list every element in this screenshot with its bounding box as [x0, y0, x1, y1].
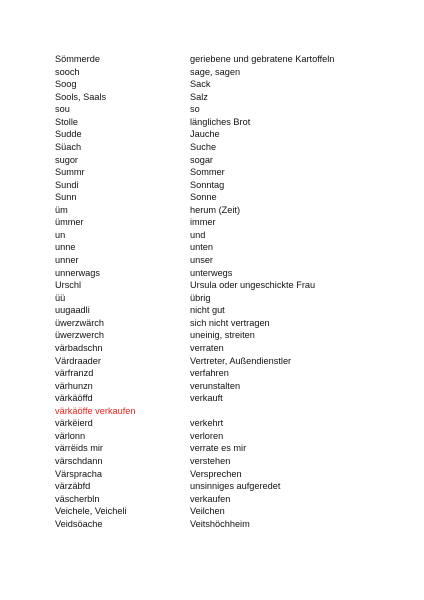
dialect-term: üm [55, 204, 68, 215]
standard-german-meaning: so [190, 104, 200, 115]
dialect-term: un [55, 229, 66, 240]
glossary-row [55, 392, 375, 405]
glossary-row [55, 154, 375, 167]
dialect-term: väscherbln [55, 493, 100, 504]
glossary-row [55, 480, 375, 493]
dialect-term: värkäöffd [55, 393, 93, 404]
glossary-row [55, 493, 375, 506]
dialect-term: Süach [55, 141, 82, 152]
standard-german-meaning: Sonntag [190, 179, 225, 190]
dialect-term: Sömmerde [55, 54, 100, 64]
dialect-term: Sunn [55, 192, 77, 203]
glossary-row [55, 355, 375, 368]
glossary-row [55, 91, 375, 104]
glossary-row [55, 128, 375, 141]
dialect-term: ümmer [55, 217, 84, 228]
standard-german-meaning: sogar [190, 154, 213, 165]
standard-german-meaning: geriebene und gebratene Kartoffeln [190, 54, 335, 64]
glossary-list [55, 53, 375, 530]
standard-german-meaning: Veilchen [190, 506, 225, 517]
dialect-term: värrëids mir [55, 443, 103, 454]
dialect-term: Soog [55, 79, 77, 90]
standard-german-meaning: Versprechen [190, 468, 242, 479]
dialect-term: värbadschn [55, 342, 103, 353]
standard-german-meaning: verkauft [190, 393, 223, 404]
standard-german-meaning: unser [190, 255, 213, 265]
standard-german-meaning: verkehrt [190, 418, 224, 429]
standard-german-meaning: Jauche [190, 129, 220, 140]
glossary-row [55, 216, 375, 229]
glossary-row [55, 405, 375, 418]
dialect-term: üwerzwerch [55, 330, 105, 341]
glossary-row [55, 279, 375, 292]
standard-german-meaning: verloren [190, 430, 224, 441]
standard-german-meaning: sich nicht vertragen [190, 317, 270, 328]
dialect-term: värkëierd [55, 418, 93, 429]
glossary-row [55, 179, 375, 192]
glossary-row [55, 141, 375, 154]
standard-german-meaning: verrate es mir [190, 443, 247, 454]
glossary-row [55, 430, 375, 443]
glossary-row [55, 78, 375, 91]
standard-german-meaning: unten [190, 242, 213, 253]
dialect-term: Veidsöache [55, 518, 103, 529]
glossary-row [55, 468, 375, 481]
standard-german-meaning: verkaufen [190, 493, 231, 504]
standard-german-meaning: Veitshöchheim [190, 518, 250, 529]
dialect-term: värschdann [55, 456, 103, 466]
dialect-term: Veichele, Veicheli [55, 506, 127, 517]
glossary-row [55, 329, 375, 342]
dialect-term: Värspracha [55, 468, 102, 479]
standard-german-meaning: Vertreter, Außendienstler [190, 355, 292, 366]
standard-german-meaning: Sommer [190, 167, 225, 178]
glossary-row [55, 103, 375, 116]
glossary-row [55, 417, 375, 430]
standard-german-meaning: verstehen [190, 456, 231, 466]
glossary-row [55, 204, 375, 217]
glossary-row [55, 229, 375, 242]
dialect-term: Sools, Saals [55, 91, 107, 102]
dialect-term: unner [55, 255, 79, 265]
glossary-row [55, 53, 375, 66]
dialect-term: Urschl [55, 280, 82, 291]
standard-german-meaning: verraten [190, 342, 224, 353]
glossary-row [55, 241, 375, 254]
dialect-term: värhunzn [55, 380, 93, 391]
glossary-row [55, 292, 375, 305]
glossary-row [55, 380, 375, 393]
standard-german-meaning: Sack [190, 79, 211, 90]
glossary-row [55, 267, 375, 280]
glossary-row [55, 505, 375, 518]
dialect-term: Summr [55, 167, 85, 178]
dialect-term: üwerzwärch [55, 317, 105, 328]
standard-german-meaning: verfahren [190, 368, 229, 379]
standard-german-meaning: Sonne [190, 192, 217, 203]
dialect-term: Sundi [55, 179, 79, 190]
glossary-row [55, 66, 375, 79]
standard-german-meaning: Salz [190, 91, 208, 102]
standard-german-meaning: sage, sagen [190, 66, 241, 77]
standard-german-meaning: herum (Zeit) [190, 204, 241, 215]
glossary-row [55, 304, 375, 317]
glossary-row [55, 191, 375, 204]
dialect-term: üü [55, 292, 66, 303]
glossary-row [55, 317, 375, 330]
dialect-term: sooch [55, 66, 80, 77]
dialect-term: värkäöffe verkaufen [55, 405, 136, 416]
dialect-term: värlonn [55, 430, 86, 441]
dialect-term: uugaadli [55, 305, 90, 316]
dialect-term: Sudde [55, 129, 82, 140]
dialect-term: sugor [55, 154, 78, 165]
standard-german-meaning: unsinniges aufgeredet [190, 481, 281, 492]
standard-german-meaning: verunstalten [190, 380, 241, 391]
standard-german-meaning: und [190, 229, 206, 240]
dialect-term: unne [55, 242, 76, 253]
glossary-row [55, 116, 375, 129]
standard-german-meaning: längliches Brot [190, 116, 251, 127]
glossary-row [55, 518, 375, 531]
glossary-row [55, 342, 375, 355]
glossary-row [55, 166, 375, 179]
glossary-row [55, 254, 375, 267]
standard-german-meaning: übrig [190, 292, 211, 303]
standard-german-meaning: unterwegs [190, 267, 233, 278]
standard-german-meaning: Ursula oder ungeschickte Frau [190, 280, 316, 291]
glossary-row [55, 442, 375, 455]
glossary-row [55, 367, 375, 380]
dialect-term: sou [55, 104, 70, 115]
dialect-term: Värdraader [55, 355, 101, 366]
standard-german-meaning: uneinig, streiten [190, 330, 255, 341]
dialect-term: unnerwags [55, 267, 100, 278]
dialect-term: Stolle [55, 116, 78, 127]
dialect-term: värfranzd [55, 368, 94, 379]
standard-german-meaning: immer [190, 217, 216, 228]
dialect-term: värzäbfd [55, 481, 91, 492]
standard-german-meaning: Suche [190, 141, 217, 152]
glossary-row [55, 455, 375, 468]
standard-german-meaning: nicht gut [190, 305, 225, 316]
